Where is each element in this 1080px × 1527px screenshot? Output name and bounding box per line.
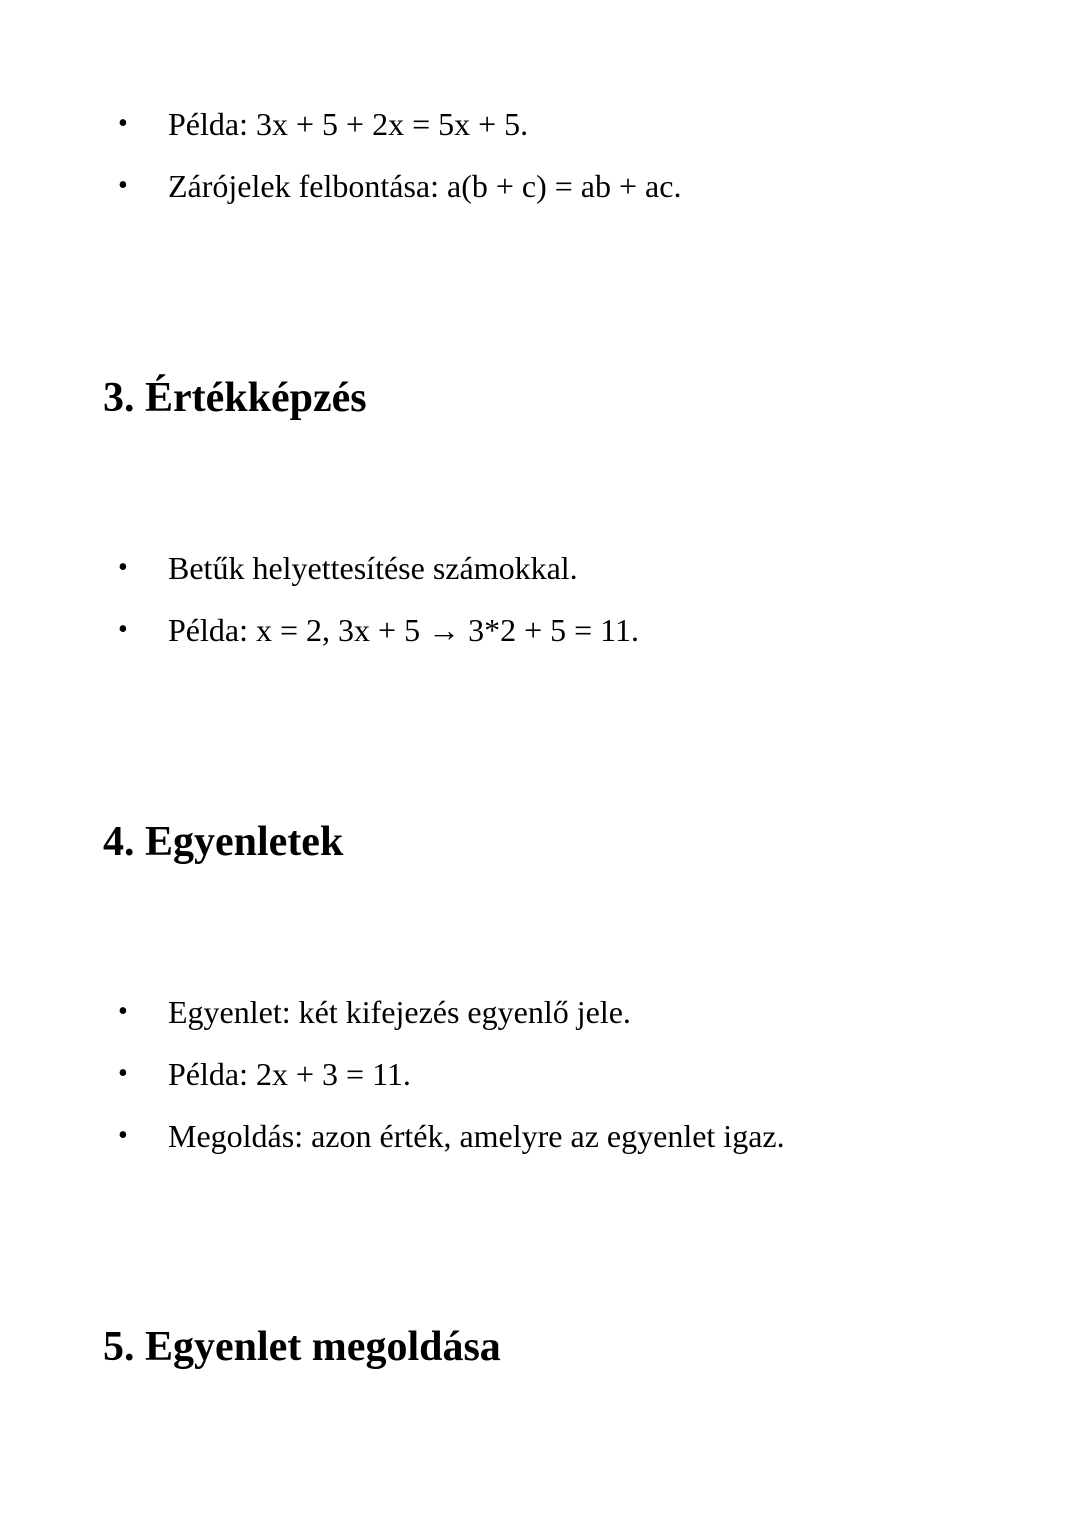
bullet-icon: • (118, 996, 128, 1027)
list-item-text: Egyenlet: két kifejezés egyenlő jele. (168, 994, 631, 1030)
section-heading-ertekkepzes: 3. Értékképzés (103, 375, 367, 421)
bullet-icon: • (118, 1120, 128, 1151)
section-heading-egyenlet-megoldasa: 5. Egyenlet megoldása (103, 1324, 501, 1370)
list-item-text: Példa: 3x + 5 + 2x = 5x + 5. (168, 106, 529, 142)
bullet-icon: • (118, 552, 128, 583)
bullet-icon: • (118, 108, 128, 139)
list-item-text: Példa: 2x + 3 = 11. (168, 1056, 411, 1092)
list-item-text: Betűk helyettesítése számokkal. (168, 550, 578, 586)
list-item-text: Megoldás: azon érték, amelyre az egyenlet igaz. (168, 1118, 785, 1154)
bullet-icon: • (118, 1058, 128, 1089)
section-heading-egyenletek: 4. Egyenletek (103, 819, 344, 865)
list-item-text: Példa: x = 2, 3x + 5 → 3*2 + 5 = 11. (168, 612, 639, 648)
bullet-icon: • (118, 170, 128, 201)
list-item-text: Zárójelek felbontása: a(b + c) = ab + ac. (168, 168, 682, 204)
bullet-icon: • (118, 614, 128, 645)
